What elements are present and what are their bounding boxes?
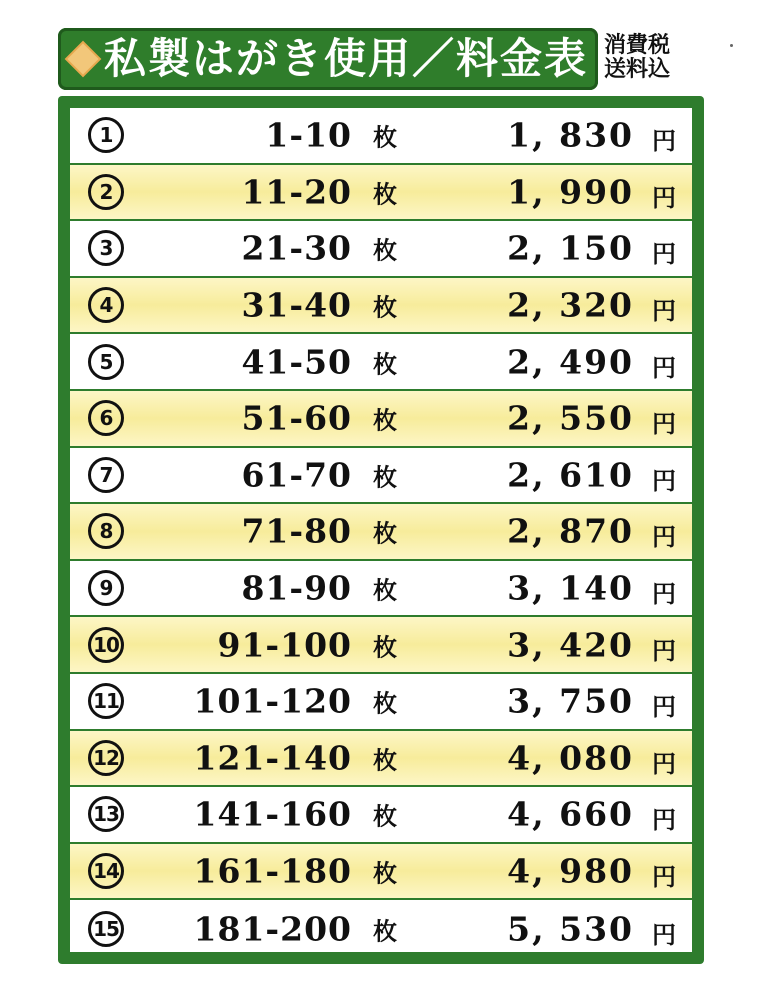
yen-unit: 円: [652, 466, 676, 495]
sheet-unit: 枚: [373, 293, 397, 322]
price-row: [70, 561, 692, 618]
yen-unit: 円: [652, 523, 676, 552]
row-number-badge: 7: [88, 457, 124, 493]
sheet-range: 91-100: [217, 625, 352, 665]
row-number-badge: 14: [88, 853, 124, 889]
price-row: [70, 674, 692, 731]
price-row: [70, 731, 692, 788]
yen-unit: 円: [652, 580, 676, 609]
sheet-range: 51-60: [241, 398, 352, 438]
sheet-unit: 枚: [373, 802, 397, 831]
row-number-badge: 3: [88, 230, 124, 266]
price-row: [70, 448, 692, 505]
sheet-range: 41-50: [241, 342, 352, 382]
sheet-unit: 枚: [373, 406, 397, 435]
tax-note-line1: 消費税: [604, 33, 671, 58]
row-number-badge: 8: [88, 513, 124, 549]
sheet-range: 11-20: [241, 172, 352, 212]
sheet-range: 21-30: [241, 228, 352, 268]
price-value: 3, 420: [507, 625, 634, 665]
sheet-range: 31-40: [241, 285, 352, 325]
yen-unit: 円: [652, 127, 676, 156]
yen-unit: 円: [652, 636, 676, 665]
price-row: [70, 900, 692, 957]
yen-unit: 円: [652, 806, 676, 835]
sheet-unit: 枚: [373, 180, 397, 209]
price-value: 1, 990: [507, 172, 634, 212]
price-value: 3, 140: [507, 568, 634, 608]
tax-note-line2: 送料込: [604, 57, 671, 82]
price-row: [70, 278, 692, 335]
price-value: 1, 830: [507, 115, 634, 155]
sheet-unit: 枚: [373, 463, 397, 492]
price-table-frame: [58, 96, 704, 964]
yen-unit: 円: [652, 410, 676, 439]
tax-shipping-note: [604, 34, 700, 82]
sheet-range: 181-200: [193, 909, 352, 949]
sheet-range: 61-70: [241, 455, 352, 495]
sheet-range: 121-140: [193, 738, 352, 778]
sheet-range: 101-120: [193, 681, 352, 721]
sheet-unit: 枚: [373, 576, 397, 605]
sheet-unit: 枚: [373, 236, 397, 265]
sheet-unit: 枚: [373, 350, 397, 379]
price-row: [70, 221, 692, 278]
row-number-badge: 12: [88, 740, 124, 776]
row-number-badge: 5: [88, 344, 124, 380]
price-row: [70, 108, 692, 165]
price-row: [70, 504, 692, 561]
row-number-badge: 4: [88, 287, 124, 323]
sheet-range: 161-180: [193, 851, 352, 891]
sheet-range: 81-90: [241, 568, 352, 608]
sheet-unit: 枚: [373, 746, 397, 775]
price-value: 2, 550: [507, 398, 634, 438]
price-row: [70, 391, 692, 448]
price-value: 2, 490: [507, 342, 634, 382]
price-value: 5, 530: [507, 909, 634, 949]
diamond-bullet-icon: [67, 43, 98, 74]
price-value: 2, 320: [507, 285, 634, 325]
price-row: [70, 617, 692, 674]
page-title: 私製はがき使用／料金表: [104, 34, 589, 83]
price-value: 4, 980: [507, 851, 634, 891]
price-value: 2, 870: [507, 511, 634, 551]
price-value: 2, 150: [507, 228, 634, 268]
sheet-unit: 枚: [373, 689, 397, 718]
sheet-range: 141-160: [193, 794, 352, 834]
yen-unit: 円: [652, 353, 676, 382]
price-row: [70, 844, 692, 901]
row-number-badge: 10: [88, 627, 124, 663]
row-number-badge: 13: [88, 796, 124, 832]
yen-unit: 円: [652, 297, 676, 326]
title-banner: [58, 28, 598, 90]
price-value: 2, 610: [507, 455, 634, 495]
price-row: [70, 165, 692, 222]
yen-unit: 円: [652, 920, 676, 949]
yen-unit: 円: [652, 863, 676, 892]
yen-unit: 円: [652, 183, 676, 212]
row-number-badge: 2: [88, 174, 124, 210]
speck: [730, 44, 733, 47]
sheet-unit: 枚: [373, 917, 397, 946]
yen-unit: 円: [652, 749, 676, 778]
yen-unit: 円: [652, 240, 676, 269]
sheet-unit: 枚: [373, 519, 397, 548]
row-number-badge: 6: [88, 400, 124, 436]
price-row: [70, 787, 692, 844]
price-value: 3, 750: [507, 681, 634, 721]
price-value: 4, 660: [507, 794, 634, 834]
sheet-unit: 枚: [373, 123, 397, 152]
price-row: [70, 334, 692, 391]
sheet-range: 71-80: [241, 511, 352, 551]
yen-unit: 円: [652, 693, 676, 722]
row-number-badge: 15: [88, 911, 124, 947]
sheet-unit: 枚: [373, 633, 397, 662]
row-number-badge: 9: [88, 570, 124, 606]
row-number-badge: 11: [88, 683, 124, 719]
sheet-range: 1-10: [265, 115, 352, 155]
row-number-badge: 1: [88, 117, 124, 153]
price-value: 4, 080: [507, 738, 634, 778]
sheet-unit: 枚: [373, 859, 397, 888]
price-table: [70, 108, 692, 952]
